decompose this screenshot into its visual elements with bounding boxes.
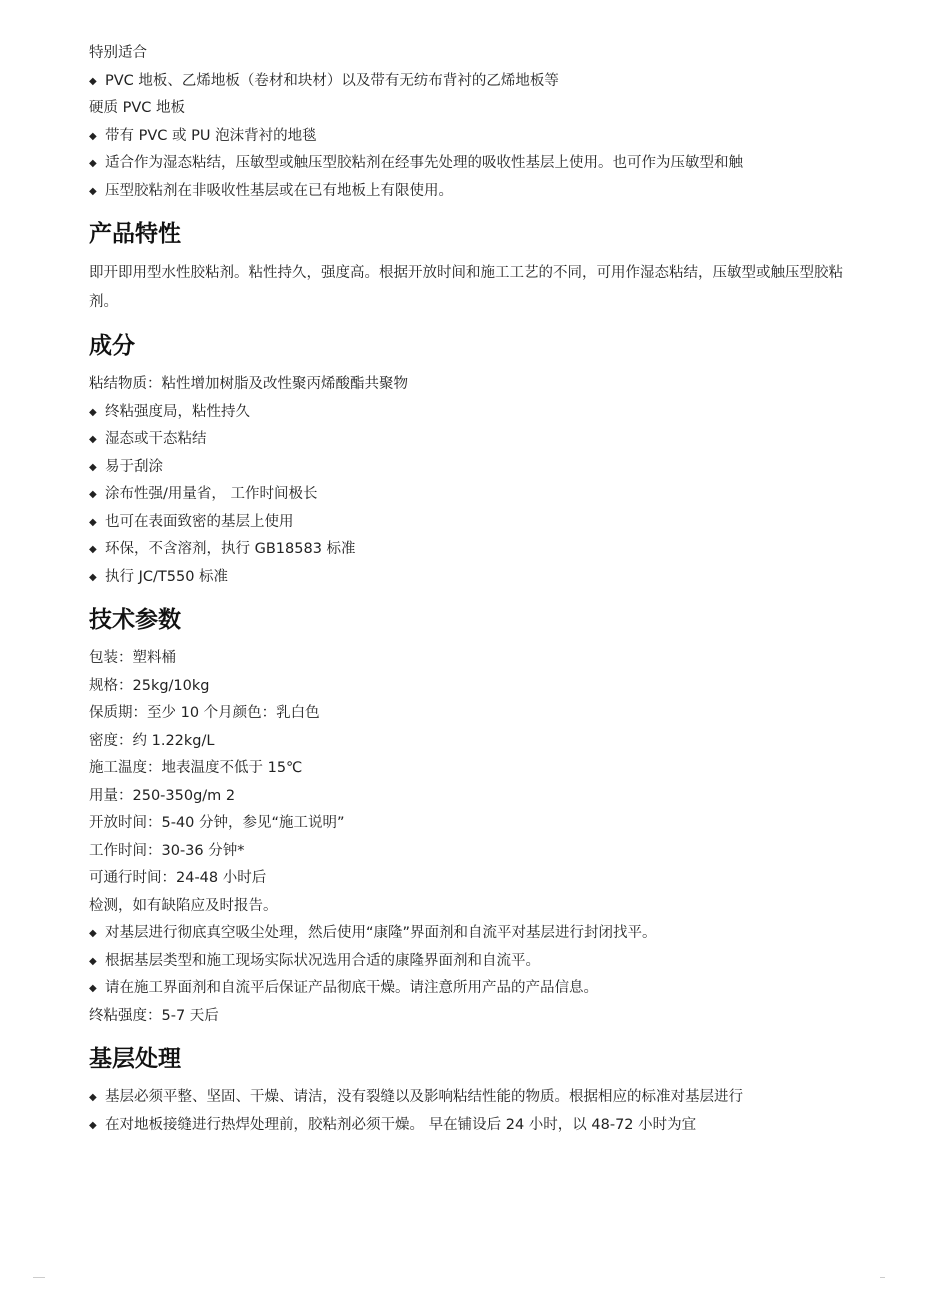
list-item-text: 易于刮涂 [105, 458, 163, 475]
tech-list [89, 920, 849, 1003]
tech-param-line: 工作时间：30-36 分钟* [89, 842, 245, 859]
diamond-bullet-icon: ◆ [89, 434, 97, 445]
tech-param-line: 规格：25kg/10kg [89, 677, 210, 694]
tech-param-line: 保质期：至少 10 个月颜色：乳白色 [89, 705, 320, 721]
list-item [89, 1084, 849, 1112]
list-item-text: 根据基层类型和施工现场实际状况选用合适的康隆界面剂和自流平。 [105, 952, 540, 969]
suitable-item [89, 150, 849, 178]
list-item [89, 426, 849, 454]
suitable-item [89, 68, 849, 96]
list-item-text: 湿态或干态粘结 [105, 431, 207, 447]
composition-intro: 粘结物质：粘性增加树脂及改性聚丙烯酸酯共聚物 [89, 376, 408, 392]
diamond-bullet-icon: ◆ [89, 489, 97, 500]
list-item-text: 也可在表面致密的基层上使用 [105, 513, 294, 530]
diamond-bullet-icon: ◆ [89, 928, 97, 939]
diamond-bullet-icon: ◆ [89, 1119, 97, 1131]
list-item-text: 在对地板接缝进行热焊处理前，胶粘剂必须干燥。 早在铺设后 24 小时，以 48-72 小时为宜 [105, 1116, 697, 1133]
list-item-text: 环保，不含溶剂，执行 GB18583 标准 [105, 541, 356, 557]
tech-param-line: 开放时间：5-40 分钟，参见“施工说明” [89, 815, 345, 831]
list-item [89, 481, 849, 509]
diamond-bullet-icon: ◆ [89, 461, 97, 473]
diamond-bullet-icon: ◆ [89, 516, 97, 528]
composition-list [89, 399, 849, 592]
features-paragraph: 即开即用型水性胶粘剂。粘性持久，强度高。根据开放时间和施工工艺的不同，可用作湿态粘结，压敏型或触压型胶粘剂。 [89, 265, 843, 310]
list-item-text: 涂布性强/用量省， 工作时间极长 [105, 486, 318, 502]
suitable-item [89, 178, 849, 206]
diamond-bullet-icon: ◆ [89, 406, 97, 418]
diamond-bullet-icon: ◆ [89, 955, 97, 967]
footer-right-mark [880, 1277, 885, 1278]
suitable-item-text: 适合作为湿态粘结，压敏型或触压型胶粘剂在经事先处理的吸收性基层上使用。也可作为压敏型和触 [105, 155, 743, 171]
substrate-heading: 基层处理 [89, 1046, 181, 1072]
tech-param-line: 检测，如有缺陷应及时报告。 [89, 897, 278, 914]
list-item-text: 终粘强度局，粘性持久 [105, 403, 250, 420]
substrate-list [89, 1084, 849, 1139]
diamond-bullet-icon: ◆ [89, 544, 97, 555]
list-item [89, 509, 849, 537]
tech-param-line: 施工温度：地表温度不低于 15℃ [89, 760, 303, 776]
list-item-text: 执行 JC/T550 标准 [105, 568, 229, 585]
list-item [89, 948, 849, 976]
suitable-item [89, 123, 849, 151]
list-item [89, 975, 849, 1003]
tech-param-line: 包装：塑料桶 [89, 650, 176, 666]
list-item-text: 请在施工界面剂和自流平后保证产品彻底干燥。请注意所用产品的产品信息。 [105, 980, 598, 996]
diamond-bullet-icon: ◆ [89, 185, 97, 197]
composition-heading: 成分 [89, 333, 135, 359]
suitable-item-text: 带有 PVC 或 PU 泡沫背衬的地毯 [105, 127, 317, 144]
list-item [89, 920, 849, 948]
tech-param-line: 密度：约 1.22kg/L [89, 732, 215, 749]
diamond-bullet-icon: ◆ [89, 75, 97, 87]
document-page [89, 40, 849, 1139]
suitable-line: 硬质 PVC 地板 [89, 100, 186, 116]
list-item [89, 399, 849, 427]
list-item [89, 564, 849, 592]
tech-param-line: 用量：250-350g/m 2 [89, 787, 236, 804]
diamond-bullet-icon: ◆ [89, 571, 97, 583]
list-item-text: 对基层进行彻底真空吸尘处理，然后使用“康隆”界面剂和自流平对基层进行封闭找平。 [105, 925, 657, 941]
suitable-intro: 特别适合 [89, 45, 147, 61]
diamond-bullet-icon: ◆ [89, 983, 97, 994]
footer-left-mark [33, 1277, 45, 1278]
diamond-bullet-icon: ◆ [89, 1092, 97, 1103]
diamond-bullet-icon: ◆ [89, 158, 97, 169]
tech-param-line: 可通行时间：24-48 小时后 [89, 870, 267, 886]
list-item-text: 基层必须平整、坚固、干燥、请洁，没有裂缝以及影响粘结性能的物质。根据相应的标准对基层进行 [105, 1089, 743, 1105]
diamond-bullet-icon: ◆ [89, 130, 97, 142]
suitable-item-text: 压型胶粘剂在非吸收性基层或在已有地板上有限使用。 [105, 182, 453, 199]
tech-final-line: 终粘强度：5-7 天后 [89, 1007, 219, 1024]
suitable-item-text: PVC 地板、乙烯地板（卷材和块材）以及带有无纺布背衬的乙烯地板等 [105, 72, 559, 89]
features-heading: 产品特性 [89, 221, 181, 247]
list-item [89, 454, 849, 482]
list-item [89, 1112, 849, 1140]
tech-params [89, 645, 849, 920]
list-item [89, 536, 849, 564]
tech-heading: 技术参数 [89, 607, 181, 633]
